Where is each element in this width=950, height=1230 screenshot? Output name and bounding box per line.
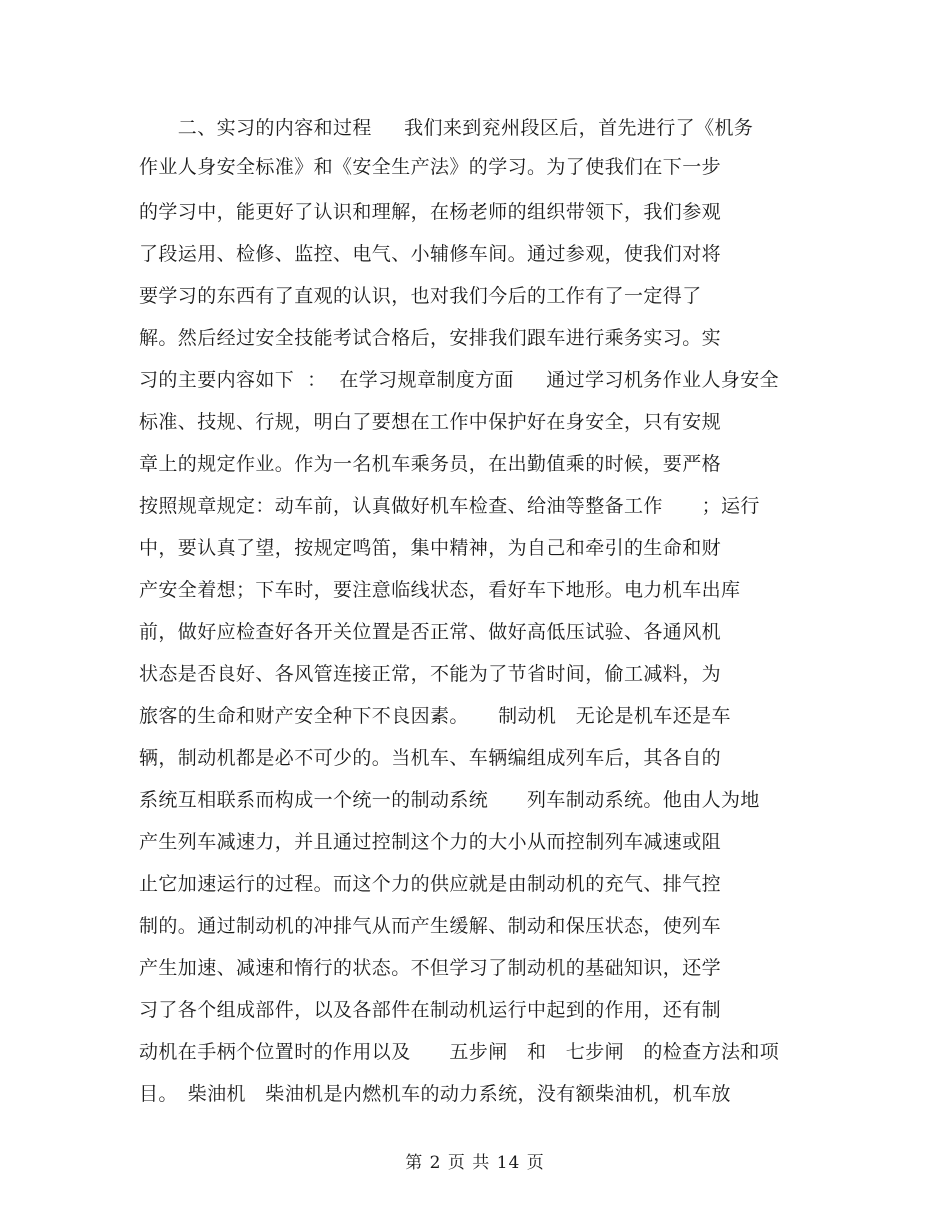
text-line: 动机在手柄个位置时的作用以及 五步闸 和 七步闸 的检查方法和项 bbox=[139, 1041, 780, 1063]
text-line: 习的主要内容如下 ： 在学习规章制度方面 通过学习机务作业人身安全 bbox=[139, 369, 780, 391]
text-line: 的学习中，能更好了认识和理解，在杨老师的组织带领下，我们参观 bbox=[139, 201, 722, 223]
text-line: 产生加速、减速和惰行的状态。不但学习了制动机的基础知识，还学 bbox=[139, 957, 722, 979]
text-line: 旅客的生命和财产安全种下不良因素。 制动机 无论是机车还是车 bbox=[139, 705, 731, 727]
text-line: 标准、技规、行规，明白了要想在工作中保护好在身安全，只有安规 bbox=[139, 411, 722, 433]
text-line: 目。 柴油机 柴油机是内燃机车的动力系统，没有额柴油机，机车放 bbox=[139, 1083, 731, 1105]
text-line: 章上的规定作业。作为一名机车乘务员，在出勤值乘的时候，要严格 bbox=[139, 453, 722, 475]
text-line: 习了各个组成部件，以及各部件在制动机运行中起到的作用，还有制 bbox=[139, 999, 722, 1021]
text-line: 系统互相联系而构成一个统一的制动系统 列车制动系统。他由人为地 bbox=[139, 789, 760, 811]
text-line: 了段运用、检修、监控、电气、小辅修车间。通过参观，使我们对将 bbox=[139, 243, 722, 265]
text-line: 制的。通过制动机的冲排气从而产生缓解、制动和保压状态，使列车 bbox=[139, 915, 722, 937]
text-line: 状态是否良好、各风管连接正常，不能为了节省时间，偷工减料，为 bbox=[139, 663, 722, 685]
text-line: 要学习的东西有了直观的认识，也对我们今后的工作有了一定得了 bbox=[139, 285, 702, 307]
text-line: 止它加速运行的过程。而这个力的供应就是由制动机的充气、排气控 bbox=[139, 873, 722, 895]
text-line: 按照规章规定：动车前，认真做好机车检查、给油等整备工作 ；运行 bbox=[139, 495, 760, 517]
text-line: 辆，制动机都是必不可少的。当机车、车辆编组成列车后，其各自的 bbox=[139, 747, 722, 769]
text-line: 解。然后经过安全技能考试合格后，安排我们跟车进行乘务实习。实 bbox=[139, 327, 722, 349]
text-line: 中，要认真了望，按规定鸣笛，集中精神，为自己和牵引的生命和财 bbox=[139, 537, 722, 559]
text-line: 作业人身安全标准》和《安全生产法》的学习。为了使我们在下一步 bbox=[139, 156, 722, 178]
page-number-footer: 第 2 页 共 14 页 bbox=[405, 1153, 545, 1173]
text-line: 前，做好应检查好各开关位置是否正常、做好高低压试验、各通风机 bbox=[139, 621, 722, 643]
text-line: 产生列车减速力，并且通过控制这个力的大小从而控制列车减速或阻 bbox=[139, 831, 722, 853]
text-line: 产安全着想；下车时，要注意临线状态，看好车下地形。电力机车出库 bbox=[139, 579, 741, 601]
text-line: 二、实习的内容和过程 我们来到兖州段区后，首先进行了《机务 bbox=[139, 117, 754, 139]
